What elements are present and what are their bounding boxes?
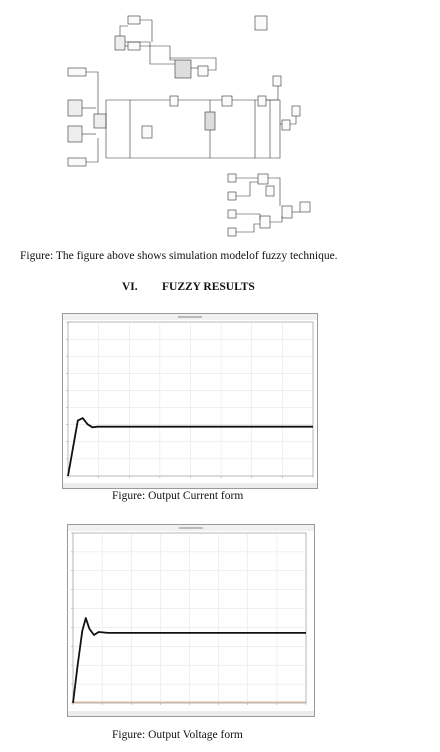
section-title: FUZZY RESULTS	[162, 281, 255, 293]
section-number: VI.	[122, 281, 138, 293]
voltage-plot-svg	[68, 525, 314, 716]
simulink-model-diagram	[60, 8, 320, 248]
voltage-plot-title-mark	[179, 527, 203, 529]
current-plot-title-mark	[178, 316, 202, 318]
current-plot-status-bar	[63, 483, 317, 488]
voltage-plot-caption: Figure: Output Voltage form	[112, 729, 243, 741]
current-plot-caption: Figure: Output Current form	[112, 490, 244, 502]
voltage-plot-window	[67, 524, 315, 717]
simulink-model-caption: Figure: The figure above shows simulation modelof fuzzy technique.	[20, 250, 338, 262]
current-plot-svg	[63, 314, 317, 488]
current-plot-window	[62, 313, 318, 489]
voltage-plot-status-bar	[68, 711, 314, 716]
